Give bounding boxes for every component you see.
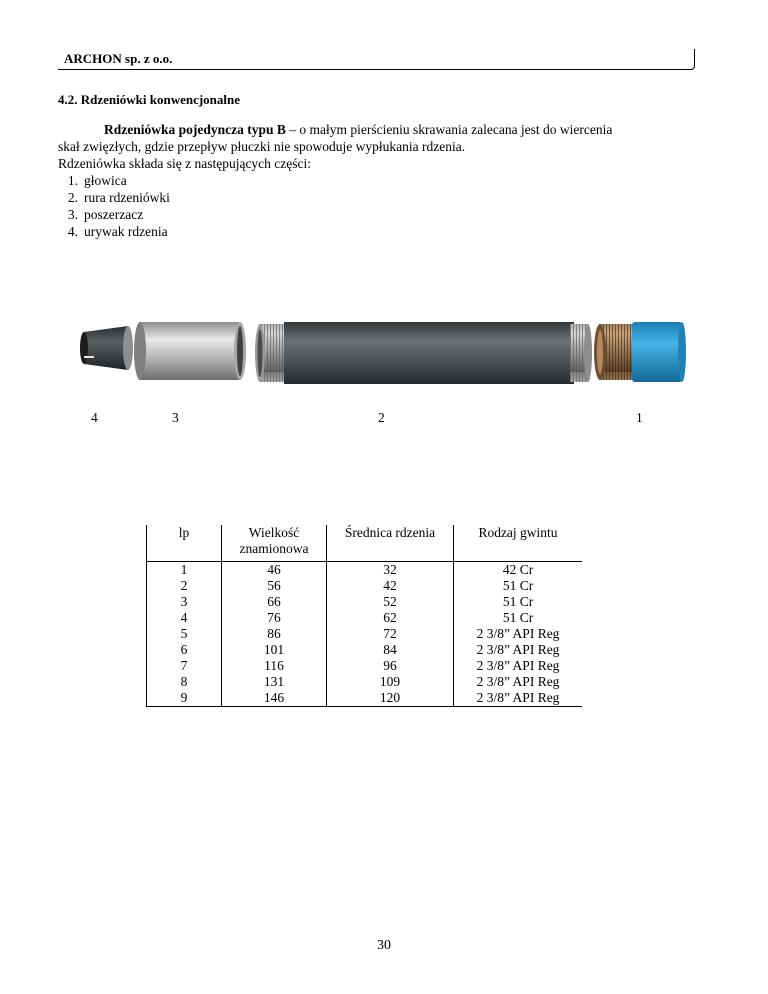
table-cell: 101	[222, 642, 327, 658]
parts-list	[58, 172, 708, 240]
table-row	[147, 594, 583, 610]
table-cell: 9	[147, 690, 222, 707]
table-header-core-diameter: Średnica rdzenia	[327, 525, 454, 562]
table-cell: 96	[327, 658, 454, 674]
table-cell: 3	[147, 594, 222, 610]
table-cell: 116	[222, 658, 327, 674]
table-row	[147, 690, 583, 707]
header-company: ARCHON sp. z o.o.	[64, 51, 173, 66]
table-cell: 84	[327, 642, 454, 658]
table-cell: 2 3/8” API Reg	[454, 690, 583, 707]
drill-head-part	[594, 322, 686, 382]
intro-line-2: skał zwięzłych, gdzie przepływ płuczki nie spowoduje wypłukania rdzenia.	[58, 139, 466, 154]
figure-label-1: 1	[636, 410, 643, 425]
table-cell: 86	[222, 626, 327, 642]
parts-item-num: 3.	[67, 207, 78, 222]
table-cell: 120	[327, 690, 454, 707]
table-cell: 6	[147, 642, 222, 658]
table-cell: 62	[327, 610, 454, 626]
parts-list-item	[58, 206, 708, 223]
parts-list-item	[58, 189, 708, 206]
parts-item-label: rura rdzeniówki	[84, 190, 170, 205]
table-cell: 109	[327, 674, 454, 690]
table-cell: 2 3/8” API Reg	[454, 674, 583, 690]
table-row	[147, 674, 583, 690]
section-title: 4.2. Rdzeniówki konwencjonalne	[58, 92, 241, 107]
parts-item-num: 4.	[67, 224, 78, 239]
table-header-lp: lp	[147, 525, 222, 562]
table-header-nominal-size: Wielkość znamionowa	[222, 525, 327, 562]
table-cell: 52	[327, 594, 454, 610]
table-row	[147, 562, 583, 579]
table-cell: 4	[147, 610, 222, 626]
page-number: 30	[377, 938, 391, 953]
table-cell: 2 3/8” API Reg	[454, 658, 583, 674]
figure-label-2: 2	[378, 410, 385, 425]
table-row	[147, 610, 583, 626]
core-barrel-photo	[78, 312, 690, 392]
spec-table	[146, 525, 582, 707]
parts-item-label: urywak rdzenia	[84, 224, 168, 239]
table-cell: 42	[327, 578, 454, 594]
intro-line-3: Rdzeniówka składa się z następujących części:	[58, 156, 312, 171]
table-cell: 2 3/8” API Reg	[454, 626, 583, 642]
table-cell: 1	[147, 562, 222, 579]
table-cell: 2 3/8” API Reg	[454, 642, 583, 658]
table-cell: 131	[222, 674, 327, 690]
table-cell: 51 Cr	[454, 578, 583, 594]
intro-lead-rest: – o małym pierścieniu skrawania zalecana jest do wiercenia	[285, 122, 613, 137]
table-row	[147, 642, 583, 658]
figure-label-3: 3	[172, 410, 179, 425]
table-cell: 56	[222, 578, 327, 594]
parts-item-num: 1.	[67, 173, 78, 188]
table-cell: 5	[147, 626, 222, 642]
table-cell: 76	[222, 610, 327, 626]
table-header-row	[147, 525, 583, 562]
table-cell: 51 Cr	[454, 610, 583, 626]
table-cell: 72	[327, 626, 454, 642]
table-cell: 7	[147, 658, 222, 674]
intro-line-1	[58, 121, 708, 138]
core-barrel-tube-part	[255, 322, 592, 384]
table-header-thread-type: Rodzaj gwintu	[454, 525, 583, 562]
core-lifter-part	[80, 326, 133, 370]
table-row	[147, 626, 583, 642]
table-cell: 46	[222, 562, 327, 579]
table-cell: 8	[147, 674, 222, 690]
table-cell: 51 Cr	[454, 594, 583, 610]
table-cell: 146	[222, 690, 327, 707]
table-row	[147, 658, 583, 674]
figure-label-4: 4	[91, 410, 98, 425]
parts-item-label: poszerzacz	[84, 207, 144, 222]
reaming-shell-part	[134, 322, 246, 380]
table-cell: 66	[222, 594, 327, 610]
parts-list-item	[58, 223, 708, 240]
table-cell: 32	[327, 562, 454, 579]
parts-item-label: głowica	[84, 173, 127, 188]
intro-bold-lead: Rdzeniówka pojedyncza typu B	[104, 122, 286, 137]
table-cell: 2	[147, 578, 222, 594]
table-row	[147, 578, 583, 594]
table-cell: 42 Cr	[454, 562, 583, 579]
intro-text	[58, 121, 708, 240]
parts-item-num: 2.	[67, 190, 78, 205]
parts-list-item	[58, 172, 708, 189]
